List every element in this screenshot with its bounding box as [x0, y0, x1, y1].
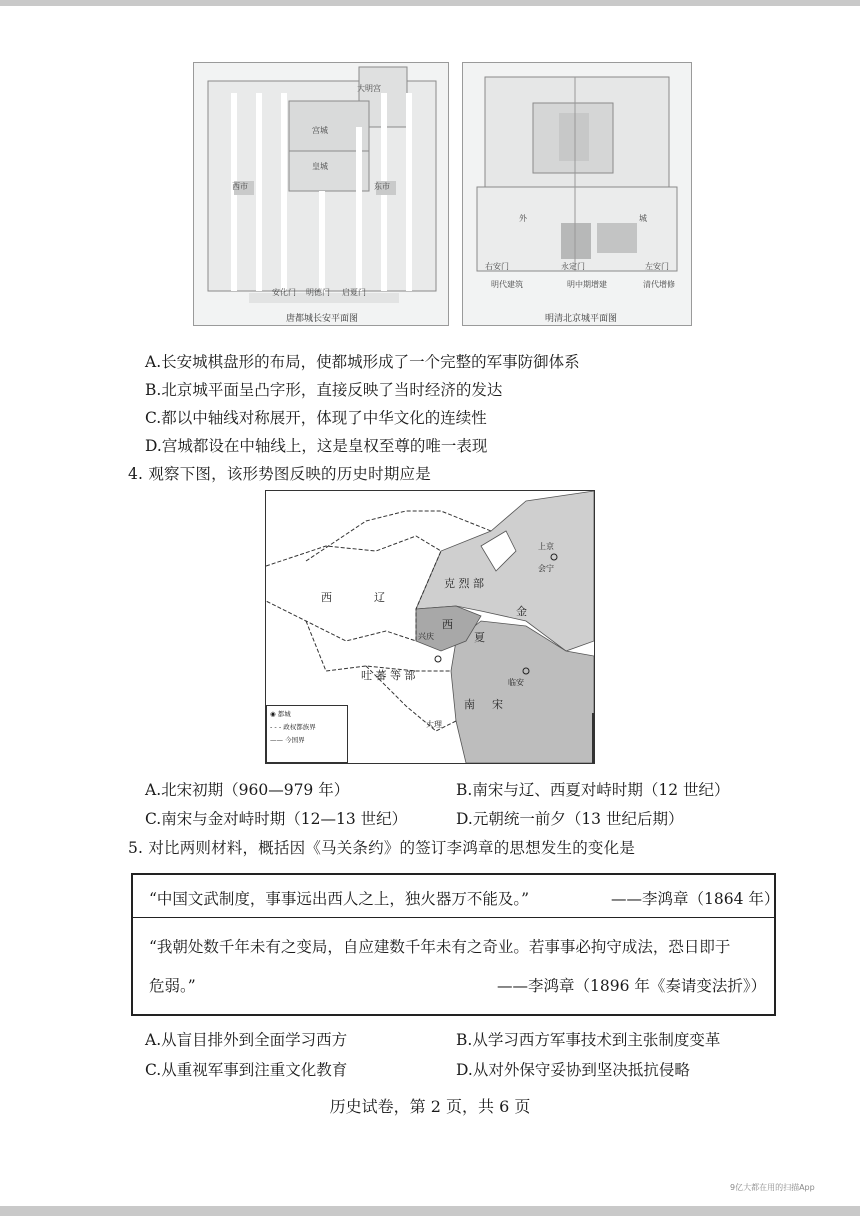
- changan-gate-top: 大明宫: [357, 84, 381, 93]
- map-huining: 会宁: [538, 564, 554, 573]
- bottom-border: [0, 1206, 860, 1216]
- changan-east-market: 东市: [374, 182, 390, 191]
- beijing-legend-3: 清代增修: [643, 280, 675, 289]
- page-footer: 历史试卷，第 2 页，共 6 页: [329, 1097, 531, 1116]
- q5-stem: 5. 对比两则材料，概括因《马关条约》的签订李鸿章的思想发生的变化是: [128, 839, 636, 857]
- q5-option-b: B.从学习西方军事技术到主张制度变革: [456, 1031, 721, 1049]
- map-xixia-1: 西: [442, 618, 453, 631]
- beijing-gate-zuoan: 左安门: [645, 262, 669, 271]
- beijing-gate-yongding: 永定门: [561, 262, 585, 271]
- q5-option-a: A.从盲目排外到全面学习西方: [145, 1031, 348, 1049]
- map-nansong-1: 南: [464, 698, 475, 711]
- q5-material-box: [131, 873, 780, 1016]
- q3-option-d: D.宫城都设在中轴线上，这是皇权至尊的唯一表现: [145, 437, 488, 455]
- changan-gate-bottom-1: 安化门: [272, 288, 296, 297]
- map-xixia-2: 夏: [474, 631, 485, 644]
- song-era-map: [265, 490, 595, 764]
- changan-caption: 唐都城长安平面图: [286, 314, 359, 324]
- q4-option-a: A.北宋初期（960—979 年）: [145, 781, 350, 799]
- q3-option-c: C.都以中轴线对称展开，体现了中华文化的连续性: [145, 409, 487, 427]
- changan-palace-city: 宫城: [312, 126, 328, 135]
- changan-gate-bottom-2: 明德门: [306, 288, 330, 297]
- map-lin-an: 临安: [508, 678, 524, 687]
- changan-plan-drawing: [194, 63, 448, 325]
- beijing-outer-1: 外: [519, 214, 527, 223]
- changan-gate-bottom-3: 启夏门: [342, 288, 366, 297]
- changan-plan-figure: [193, 62, 449, 326]
- changan-west-market: 西市: [232, 182, 248, 191]
- q5-option-d: D.从对外保守妥协到坚决抵抗侵略: [456, 1061, 690, 1079]
- map-legend-capital: ◉ 都城: [270, 710, 291, 718]
- beijing-legend-1: 明代建筑: [491, 280, 523, 289]
- beijing-outer-2: 城: [639, 214, 647, 223]
- map-xingqing: 兴庆: [418, 632, 434, 641]
- beijing-plan-figure: [462, 62, 692, 326]
- top-border: [0, 0, 860, 6]
- q5-divider: [133, 917, 774, 918]
- map-xiliao-2: 辽: [374, 591, 385, 604]
- map-kelie: 克 烈 部: [444, 577, 484, 590]
- beijing-legend-2: 明中期增建: [567, 280, 607, 289]
- q4-stem: 4. 观察下图，该形势图反映的历史时期应是: [128, 465, 431, 483]
- map-nansong-2: 宋: [492, 698, 503, 711]
- q5-source-2: ——李鸿章（1896 年《奏请变法折》）: [497, 977, 767, 995]
- map-xiliao-1: 西: [321, 591, 332, 604]
- q4-option-d: D.元朝统一前夕（13 世纪后期）: [456, 810, 684, 828]
- q5-quote-2-line-2: 危弱。”: [149, 977, 196, 995]
- q5-option-c: C.从重视军事到注重文化教育: [145, 1061, 348, 1079]
- beijing-gate-youan: 右安门: [485, 262, 509, 271]
- q3-option-a: A.长安城棋盘形的布局，使都城形成了一个完整的军事防御体系: [145, 353, 580, 371]
- map-jin: 金: [516, 605, 527, 618]
- map-legend: [266, 705, 348, 763]
- q5-quote-2-line-1: “我朝处数千年未有之变局，自应建数千年未有之奇业。若事事必拘守成法，恐日即于: [149, 938, 731, 956]
- map-tubo: 吐 蕃 等 部: [361, 669, 416, 682]
- q5-quote-1: “中国文武制度，事事远出西人之上，独火器万不能及。”: [149, 890, 530, 908]
- q3-option-b: B.北京城平面呈凸字形，直接反映了当时经济的发达: [145, 381, 503, 399]
- map-dali: 大理: [426, 720, 442, 729]
- q5-source-1: ——李鸿章（1864 年）: [611, 890, 780, 908]
- map-legend-national-border: —— 今国界: [270, 736, 305, 744]
- changan-imperial-city: 皇城: [312, 162, 328, 171]
- map-shangjing: 上京: [538, 542, 554, 551]
- beijing-caption: 明清北京城平面图: [545, 314, 618, 324]
- q4-option-c: C.南宋与金对峙时期（12—13 世纪）: [145, 810, 408, 828]
- scanner-watermark: 9亿大都在用的扫描App: [730, 1183, 815, 1192]
- q4-option-b: B.南宋与辽、西夏对峙时期（12 世纪）: [456, 781, 730, 799]
- map-legend-regime-border: - - - 政权都族界: [270, 723, 316, 731]
